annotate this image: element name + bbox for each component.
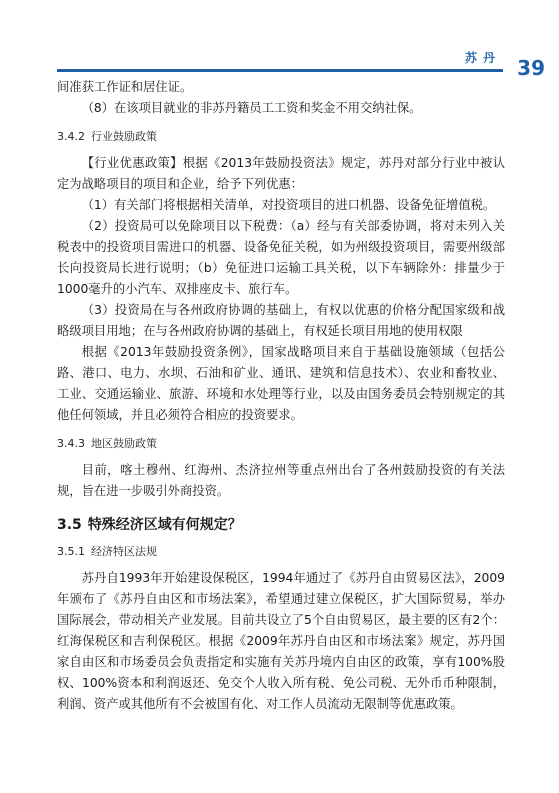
subsection-heading bbox=[57, 543, 505, 559]
running-title: 苏丹 bbox=[464, 51, 501, 65]
heading-title: 经济特区法规 bbox=[91, 545, 157, 558]
subsection-heading bbox=[57, 128, 505, 144]
paragraph: （3）投资局在与各州政府协调的基础上，有权以优惠的价格分配国家级和战略级项目用地；在与各州政府协调的基础上，有权延长项目用地的使用权限 bbox=[57, 303, 505, 338]
heading-number: 3.4.2 bbox=[57, 130, 85, 143]
section-heading bbox=[57, 514, 505, 534]
paragraph: 【行业优惠政策】根据《2013年鼓励投资法》规定，苏丹对部分行业中被认定为战略项目的项目和企业，给予下列优惠： bbox=[57, 156, 505, 191]
paragraph: 间准获工作证和居住证。 bbox=[57, 80, 193, 94]
heading-number: 3.5 bbox=[57, 517, 82, 533]
page-header bbox=[0, 0, 559, 80]
heading-number: 3.4.3 bbox=[57, 437, 85, 450]
page-number: 39 bbox=[517, 56, 545, 80]
heading-title: 行业鼓励政策 bbox=[91, 130, 157, 143]
paragraph: （8）在该项目就业的非苏丹籍员工工资和奖金不用交纳社保。 bbox=[81, 101, 422, 115]
paragraph: （2）投资局可以免除项目以下税费：（a）经与有关部委协调，将对未列入关税表中的投资项目需进口的机器、设备免征关税，如为州级投资项目，需要州级部长向投资局长进行说明；（b）免征进口运输工具关税，以下车辆除外：排量少于1000毫升的小汽车、双排座皮卡、旅行车。 bbox=[57, 219, 505, 296]
header-rule bbox=[57, 69, 503, 72]
paragraph: 目前，喀土穆州、红海州、杰济拉州等重点州出台了各州鼓励投资的有关法规，旨在进一步吸引外商投资。 bbox=[57, 463, 505, 498]
page-body bbox=[57, 77, 505, 715]
heading-title: 地区鼓励政策 bbox=[91, 437, 157, 450]
subsection-heading bbox=[57, 435, 505, 451]
heading-number: 3.5.1 bbox=[57, 545, 85, 558]
paragraph: （1）有关部门将根据相关清单，对投资项目的进口机器、设备免征增值税。 bbox=[81, 198, 496, 212]
heading-title: 特殊经济区域有何规定？ bbox=[87, 517, 242, 533]
paragraph: 苏丹自1993年开始建设保税区，1994年通过了《苏丹自由贸易区法》，2009年颁布了《苏丹自由区和市场法案》，希望通过建立保税区，扩大国际贸易，举办国际展会，带动相关产业发展。目前共设立了5个自由贸易区，最主要的区有2个：红海保税区和吉利保税区。根据《2009年苏丹自由区和市场法案》规定，苏丹国家自由区和市场委员会负责指定和实施有关苏丹境内自由区的政策，享有100%股权、100%资本和利润返还、免交个人收入所有税、免公司税、无外币币种限制，利润、资产或其他所有不会被国有化、对工作人员流动无限制等优惠政策。 bbox=[57, 571, 505, 711]
paragraph: 根据《2013年鼓励投资条例》，国家战略项目来自于基础设施领域（包括公路、港口、电力、水坝、石油和矿业、通讯、建筑和信息技术）、农业和畜牧业、工业、交通运输业、旅游、环境和水处理等行业，以及由国务委员会特别规定的其他任何领域，并且必须符合相应的投资要求。 bbox=[57, 345, 505, 422]
